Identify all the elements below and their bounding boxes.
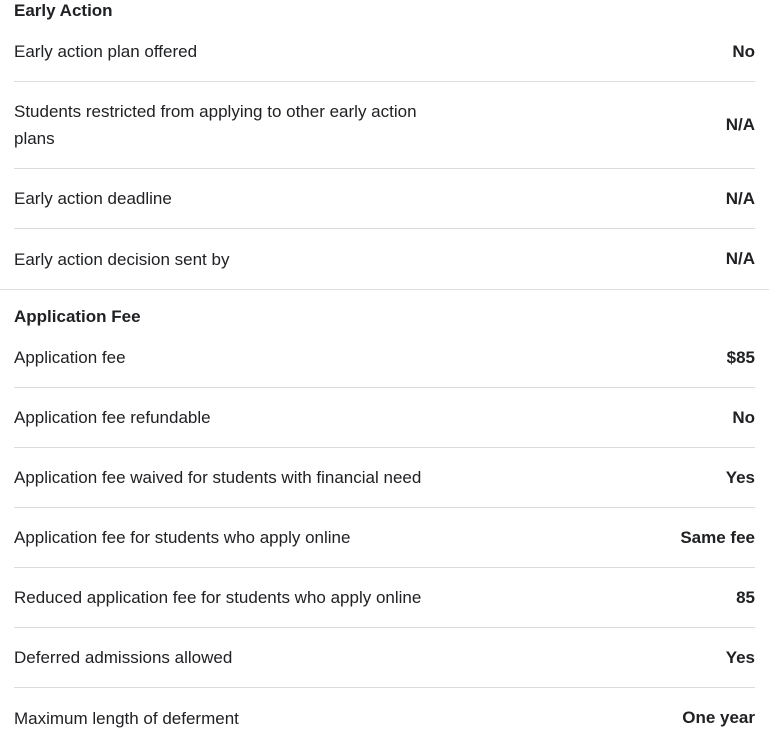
row-label: Maximum length of deferment	[14, 708, 239, 728]
row-value: N/A	[725, 249, 755, 268]
table-row	[14, 508, 755, 568]
table-row	[14, 448, 755, 508]
row-value: Same fee	[680, 527, 755, 547]
row-label: Early action decision sent by	[14, 249, 230, 269]
row-value: Yes	[725, 647, 755, 667]
table-row	[14, 388, 755, 448]
table-row	[14, 628, 755, 688]
row-label: Early action plan offered	[14, 42, 198, 61]
early-action-section	[0, 0, 769, 289]
row-value: N/A	[725, 115, 755, 134]
row-label: Reduced application fee for students who apply online	[14, 588, 422, 607]
row-label: Early action deadline	[14, 189, 172, 208]
table-row	[14, 688, 755, 748]
row-value: No	[732, 41, 755, 61]
row-value: 85	[736, 587, 755, 607]
row-label: Application fee waived for students with financial need	[14, 468, 422, 487]
row-value: Yes	[725, 467, 755, 487]
row-label: Deferred admissions allowed	[14, 648, 233, 667]
application-fee-title: Application Fee	[14, 307, 141, 326]
table-row	[14, 568, 755, 628]
table-row	[14, 169, 755, 229]
table-row	[14, 22, 755, 82]
row-label: Application fee refundable	[14, 408, 211, 427]
early-action-title: Early Action	[14, 1, 113, 20]
application-fee-section	[0, 290, 769, 748]
table-row	[14, 82, 755, 169]
row-label: Application fee for students who apply online	[14, 528, 351, 547]
row-value: N/A	[725, 188, 755, 208]
row-value: One year	[682, 708, 755, 727]
row-label: Application fee	[14, 348, 126, 367]
table-row	[14, 328, 755, 388]
table-row	[14, 229, 755, 289]
row-value: No	[732, 407, 755, 427]
row-label: Students restricted from applying to other early action plans	[14, 102, 417, 148]
row-value: $85	[726, 347, 755, 367]
